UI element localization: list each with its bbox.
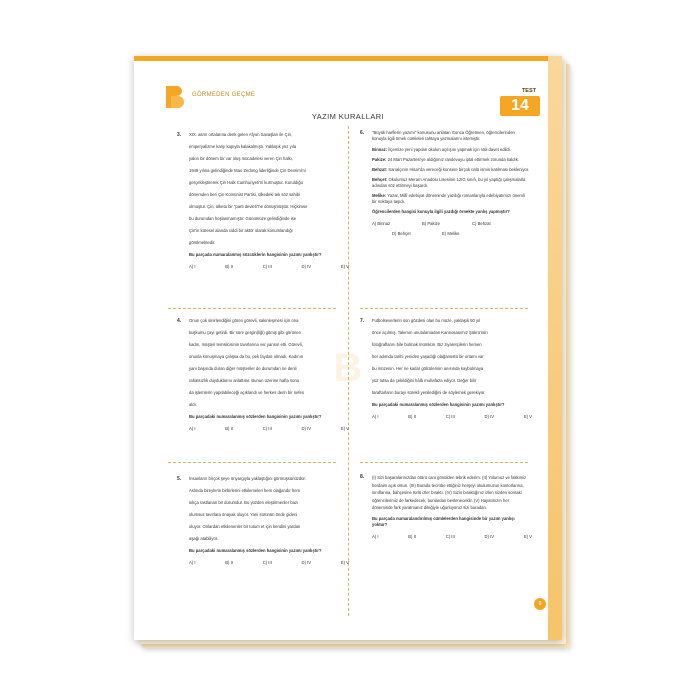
separator-right-1 xyxy=(360,308,528,309)
option-c[interactable]: C) III xyxy=(445,413,455,419)
question-7 xyxy=(360,316,532,421)
question-number: 5. xyxy=(177,476,182,482)
question-text: (I) Sizi başaralarınızdan ötürü canı gönülden tebrik ederim. (II) Yolumuz ve fakkimiz herdaim açık olsun. (III) Burada tecrübe ettiğiniz herşeyi okulumuzun kontorlarına, sınıflarına, bahçesine türlü izler bıraktı. (IV) Sizin bıraktığınız izlen sizden sonraki öğrencilerimiz de farkedecek, bunlardan besleneceklir. (V) Hayatınızın her döneminde fark yaratmanız dileğiyle uğurluyoruz sizi buradan. xyxy=(372,475,527,510)
text-line: bu müzenin. Her ne kadar gölcülerinin anısında kaybolmaya xyxy=(372,366,484,371)
option-a[interactable]: A) I xyxy=(372,533,379,539)
student-example xyxy=(372,157,530,163)
option-b[interactable]: B) II xyxy=(225,559,233,565)
text-line: XIX. asrın ortalarına denk gelen Afyon Savaşları ile Çin, xyxy=(189,132,293,137)
question-number: 4. xyxy=(177,318,182,324)
text-line: her adımda tarihi yeniden yaşadığı olağanüstü bir ortamı var xyxy=(372,354,484,359)
text-line: da işlemlerin yapılabileceği açıklandı ve herkes derin bir nefes xyxy=(189,390,304,395)
text-line: önce açılmış. Takımın unutulamadan Kannosasımız Şükrü'nün xyxy=(372,330,488,335)
option-c[interactable]: C) III xyxy=(262,425,272,431)
answer-options xyxy=(372,533,532,541)
text-line: gerçekleştirerek Çin Halk Cumhuriyeti'ni kurmuştur. Kuruldığu xyxy=(189,180,303,185)
test-label: TEST xyxy=(521,88,536,94)
text-line: dönemden beri Çin Komünist Partisi, ülkedeki tek söz sahibi xyxy=(189,192,301,197)
text-line: bu durumdan hoşlanmamıştır. Günümüze gelindiğinde ise xyxy=(189,216,297,221)
question-number: 8. xyxy=(360,474,365,480)
question-prompt: Bu parçadaki numaralanmış sözlerden hangisinin yazımı yanlıştır? xyxy=(372,402,505,407)
option-a[interactable]: A) I xyxy=(189,559,196,565)
text-line: aldı. xyxy=(189,402,197,407)
option-d[interactable]: D) Behçet xyxy=(392,230,411,236)
text-line: Aslında bireylerin birbirlerini etkilemeleri hem olağandır hem xyxy=(189,488,301,493)
student-name: Behzat: xyxy=(372,167,388,172)
option-b[interactable]: B) Pakize xyxy=(422,220,440,226)
page-title: YAZIM KURALLARI xyxy=(311,112,385,121)
text-line: yakın bir dönem bir var oluş mücadelesi veren Çin halkı, xyxy=(189,156,294,161)
brand-logo-icon xyxy=(164,84,186,110)
option-b[interactable]: B) II xyxy=(225,425,233,431)
answer-options xyxy=(189,263,349,271)
text-line: yanı başında duran diğer müşteriler de durumdan ne denli xyxy=(189,366,297,371)
question-prompt: Bu parçada numaralandırılmış cümlelerden hangisinde bir yazım yanlışı yoktur? xyxy=(372,515,515,527)
brand-name: GÖRMEDEN GEÇME xyxy=(192,92,256,98)
text-line: Onun çok sinirlendiğini gören görevli, sakinleşmesi için ona xyxy=(189,318,299,323)
student-name: Melike: xyxy=(372,193,387,198)
student-text: Yazar, Millî edebiyat döneminde yazdığı romanlarıyla edebiyatımızı önemli bir noktaya taşıdı. xyxy=(372,193,525,204)
option-a[interactable]: A) I xyxy=(189,425,196,431)
option-d[interactable]: D) IV xyxy=(484,413,495,419)
question-prompt: Bu parçadaki numaralanmış sözlerden hangisinin yazımı yanlıştır? xyxy=(189,414,322,419)
text-line: sıkça rastlanan bir durumdur. Bu yüzden eleştirmenler bazı xyxy=(189,500,299,505)
question-number: 3. xyxy=(177,132,182,138)
question-8 xyxy=(360,474,532,541)
student-name: Pakize: xyxy=(372,157,387,162)
student-text: 24 Mart Pazartesi'ye aldığımız randevuyu iptal ettirmek zorunda kaldık. xyxy=(387,157,519,162)
option-b[interactable]: B) II xyxy=(408,533,416,539)
option-e[interactable]: E) V xyxy=(523,533,532,539)
option-c[interactable]: C) Behzat xyxy=(472,220,491,226)
student-name: Binnaz: xyxy=(372,147,388,152)
student-name: Behçet: xyxy=(372,177,388,182)
text-line: Futbolseverlerin son gözdesi olan bu müze, yaklaşık 50 yıl xyxy=(372,318,481,323)
text-line: oluyor. Onlardan etkilenenler bir tutum et için kendini yardan xyxy=(189,524,301,529)
text-line: kadın, müşteri temsilcisinin tavırlarına ver yansın etti. Görevli, xyxy=(189,342,303,347)
option-d[interactable]: D) IV xyxy=(301,559,312,565)
option-d[interactable]: D) IV xyxy=(301,425,312,431)
student-example xyxy=(372,177,530,189)
text-line: taraftarların burayı sürekli yenilediğini de söylemek gerekiyor. xyxy=(372,390,486,395)
answer-options xyxy=(372,221,522,237)
question-6 xyxy=(360,130,530,237)
option-d[interactable]: D) IV xyxy=(484,533,495,539)
question-5 xyxy=(177,474,349,567)
text-line: emperyalizme karşı kapıyla kalakalmıştı. Yaklaşık yüz yıla xyxy=(189,144,297,149)
text-line: Çin'in küresel alanda ciddi bir aktör olarak konumlandığı xyxy=(189,228,293,233)
option-b[interactable]: B) II xyxy=(225,263,233,269)
page-number: 9 xyxy=(534,598,546,610)
answer-options xyxy=(189,559,349,567)
separator-right-2 xyxy=(360,462,528,463)
option-e[interactable]: E) V xyxy=(523,413,532,419)
separator-left-1 xyxy=(168,308,336,309)
option-c[interactable]: C) III xyxy=(262,559,272,565)
option-d[interactable]: D) IV xyxy=(301,263,312,269)
option-c[interactable]: C) III xyxy=(262,263,272,269)
option-e[interactable]: E) V xyxy=(340,263,349,269)
student-example xyxy=(372,193,530,205)
test-number: 14 xyxy=(500,96,540,116)
question-3 xyxy=(177,130,349,271)
text-line: olmuştur. Çin, ülketa bir "parti devleti"ne dönüşmüştür. Hiçkimse xyxy=(189,204,308,209)
text-line: görülmektedir. xyxy=(189,240,216,245)
intro-text: "Büyük harflerin yazımı" konusunu anlatan Gonca Öğretmen, öğrencilerinden konuyla ilgili örnek cümleleri tahtaya yazmalarını istemiştir. xyxy=(372,130,515,141)
student-example xyxy=(372,147,530,153)
option-b[interactable]: B) II xyxy=(408,413,416,419)
option-e[interactable]: E) V xyxy=(340,425,349,431)
question-prompt: Bu parçadaki numaralanmış sözlerden hangisinin yazımı yanlıştır? xyxy=(189,548,322,553)
text-line: rahatsızlık duyduklarını anlattılar. Bunun üzerine hafta sonu xyxy=(189,378,300,383)
answer-options xyxy=(189,425,349,433)
separator-left-2 xyxy=(168,462,336,463)
watermark-logo: B xyxy=(333,346,363,390)
text-line: olumsuz tavırlara önayak oluyor. Yani sürünün önde gideni xyxy=(189,512,298,517)
answer-options xyxy=(372,413,532,421)
text-line: fotoğraflarını bile bulmak mümkün. Biz ziyaretçilerin hemen xyxy=(372,342,482,347)
right-accent-strip xyxy=(548,56,562,640)
option-c[interactable]: C) III xyxy=(445,533,455,539)
question-number: 6. xyxy=(360,130,365,136)
student-text: Sarıalçının Hisar'da vereceği konsere birçok ünlü ismin katılması bekleniyor. xyxy=(388,167,530,172)
top-accent-bar xyxy=(134,56,562,61)
text-line: kuşkumu çayı getirdi. Bir süre gergin(liği) gitmiş gibi görünen xyxy=(189,330,301,335)
student-example xyxy=(372,167,530,173)
text-line: 1949 yılına gelindiğinde Mao Zedong liderliğinde Çin Devrimi'ni xyxy=(189,168,306,173)
option-a[interactable]: A) I xyxy=(189,263,196,269)
question-prompt: Öğrencilerden hangisi konuyla ilgili yazdığı örnekte yanlış yapmıştır? xyxy=(372,209,510,214)
student-text: İlçemize yeni yapılan okulun açılışını yapmak için Vali davet edildi. xyxy=(388,147,511,152)
question-number: 7. xyxy=(360,318,365,324)
text-line: İnsanların birçok şeye önyargıyla yaklaştığını görmüşsünüzdür. xyxy=(189,476,306,481)
option-e[interactable]: E) V xyxy=(340,559,349,565)
option-e[interactable]: E) Melike xyxy=(442,230,460,236)
question-4 xyxy=(177,316,349,433)
text-line: aşağı atabiliyor. xyxy=(189,536,219,541)
worksheet-page xyxy=(134,56,562,640)
option-a[interactable]: A) Binnaz xyxy=(372,220,391,226)
option-a[interactable]: A) I xyxy=(372,413,379,419)
question-prompt: Bu parçada numaralanmış sözcüklerin hangisinin yazımı yanlıştır? xyxy=(189,252,322,257)
text-line: onunla konuşmaya çalışsa da bu, pek faydalı olmadı. Kadının xyxy=(189,354,304,359)
text-line: yüz tutsa da çekildiğini hâlâ muhafaza ediyor. Değer bilir xyxy=(372,378,477,383)
student-text: Okulumuz Meram Anadolu Lisesinin 12/G sınıfı, bu yıl yaptığı çalışmalarla adından söz ettirmeyi başardı. xyxy=(372,177,526,188)
